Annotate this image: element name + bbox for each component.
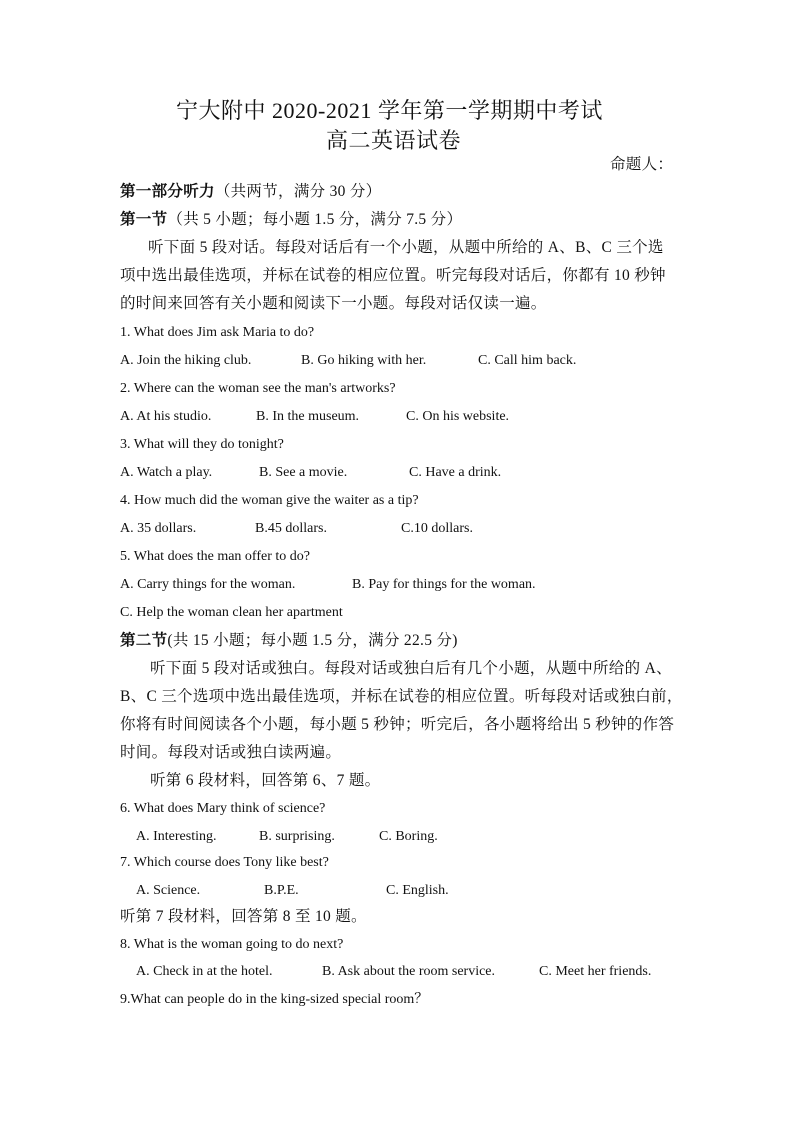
part1-heading-bold: 第一部分听力 xyxy=(120,183,215,200)
section1-heading xyxy=(120,211,462,229)
section2-instruction-line: 听下面 5 段对话或独白。每段对话或独白后有几个小题，从题中所给的 A、 xyxy=(150,660,672,677)
part1-heading xyxy=(120,183,381,201)
option-b: B. surprising. xyxy=(259,829,335,844)
section1-heading-bold: 第一节 xyxy=(120,211,168,228)
option-c: C.10 dollars. xyxy=(401,521,473,536)
section1-instruction-line: 项中选出最佳选项，并标在试卷的相应位置。听完每段对话后，你都有 10 秒钟 xyxy=(120,267,666,284)
exam-subtitle: 高二英语试卷 xyxy=(326,128,462,153)
material-7-note: 听第 7 段材料，回答第 8 至 10 题。 xyxy=(120,908,367,925)
option-a: A. At his studio. xyxy=(120,409,212,424)
option-c: C. Meet her friends. xyxy=(539,964,652,979)
option-a: A. Science. xyxy=(136,883,201,898)
option-c: C. On his website. xyxy=(406,409,510,424)
option-b: B. Pay for things for the woman. xyxy=(352,577,536,592)
question-text: 4. How much did the woman give the waiter as a tip? xyxy=(120,493,419,508)
question-text: 5. What does the man offer to do? xyxy=(120,549,310,564)
option-c: C. Boring. xyxy=(379,829,438,844)
option-b: B. See a movie. xyxy=(259,465,348,480)
option-b: B. Go hiking with her. xyxy=(301,353,427,368)
question-text: 1. What does Jim ask Maria to do? xyxy=(120,325,315,340)
option-c: C. English. xyxy=(386,883,449,898)
section1-heading-rest: （共 5 小题；每小题 1.5 分，满分 7.5 分） xyxy=(167,211,463,228)
question-text: 3. What will they do tonight? xyxy=(120,437,284,452)
question-text: 7. Which course does Tony like best? xyxy=(120,855,329,870)
section2-instruction-line: 你将有时间阅读各个小题，每小题 5 秒钟；听完后，各小题将给出 5 秒钟的作答 xyxy=(120,716,675,733)
section2-heading xyxy=(120,632,458,650)
option-b: B.45 dollars. xyxy=(255,521,327,536)
option-a: A. Join the hiking club. xyxy=(120,353,252,368)
section2-heading-bold: 第二节 xyxy=(120,632,168,649)
part1-heading-rest: （共两节，满分 30 分） xyxy=(214,183,382,200)
section1-instruction-line: 的时间来回答有关小题和阅读下一小题。每段对话仅读一遍。 xyxy=(120,295,547,312)
option-a: A. 35 dollars. xyxy=(120,521,197,536)
option-a: A. Check in at the hotel. xyxy=(136,964,273,979)
option-a: A. Watch a play. xyxy=(120,465,213,480)
section2-instruction-line: 时间。每段对话或独白读两遍。 xyxy=(120,744,342,761)
section1-instruction-line: 听下面 5 段对话。每段对话后有一个小题，从题中所给的 A、B、C 三个选 xyxy=(148,239,664,256)
question-text: 9.What can people do in the king-sized special room？ xyxy=(120,992,429,1007)
author-label: 命题人： xyxy=(610,156,674,173)
option-c: C. Call him back. xyxy=(478,353,577,368)
section2-heading-rest: (共 15 小题；每小题 1.5 分，满分 22.5 分) xyxy=(167,632,458,649)
option-b: B.P.E. xyxy=(264,883,299,898)
option-c: C. Help the woman clean her apartment xyxy=(120,605,343,620)
option-a: A. Carry things for the woman. xyxy=(120,577,296,592)
question-text: 8. What is the woman going to do next? xyxy=(120,937,344,952)
question-text: 2. Where can the woman see the man's artworks? xyxy=(120,381,396,396)
material-6-note: 听第 6 段材料，回答第 6、7 题。 xyxy=(150,772,381,789)
option-b: B. Ask about the room service. xyxy=(322,964,496,979)
question-text: 6. What does Mary think of science? xyxy=(120,801,326,816)
option-a: A. Interesting. xyxy=(136,829,217,844)
option-c: C. Have a drink. xyxy=(409,465,502,480)
section2-instruction-line: B、C 三个选项中选出最佳选项，并标在试卷的相应位置。听每段对话或独白前， xyxy=(120,688,683,705)
exam-title: 宁大附中 2020-2021 学年第一学期期中考试 xyxy=(176,98,603,123)
option-b: B. In the museum. xyxy=(256,409,360,424)
